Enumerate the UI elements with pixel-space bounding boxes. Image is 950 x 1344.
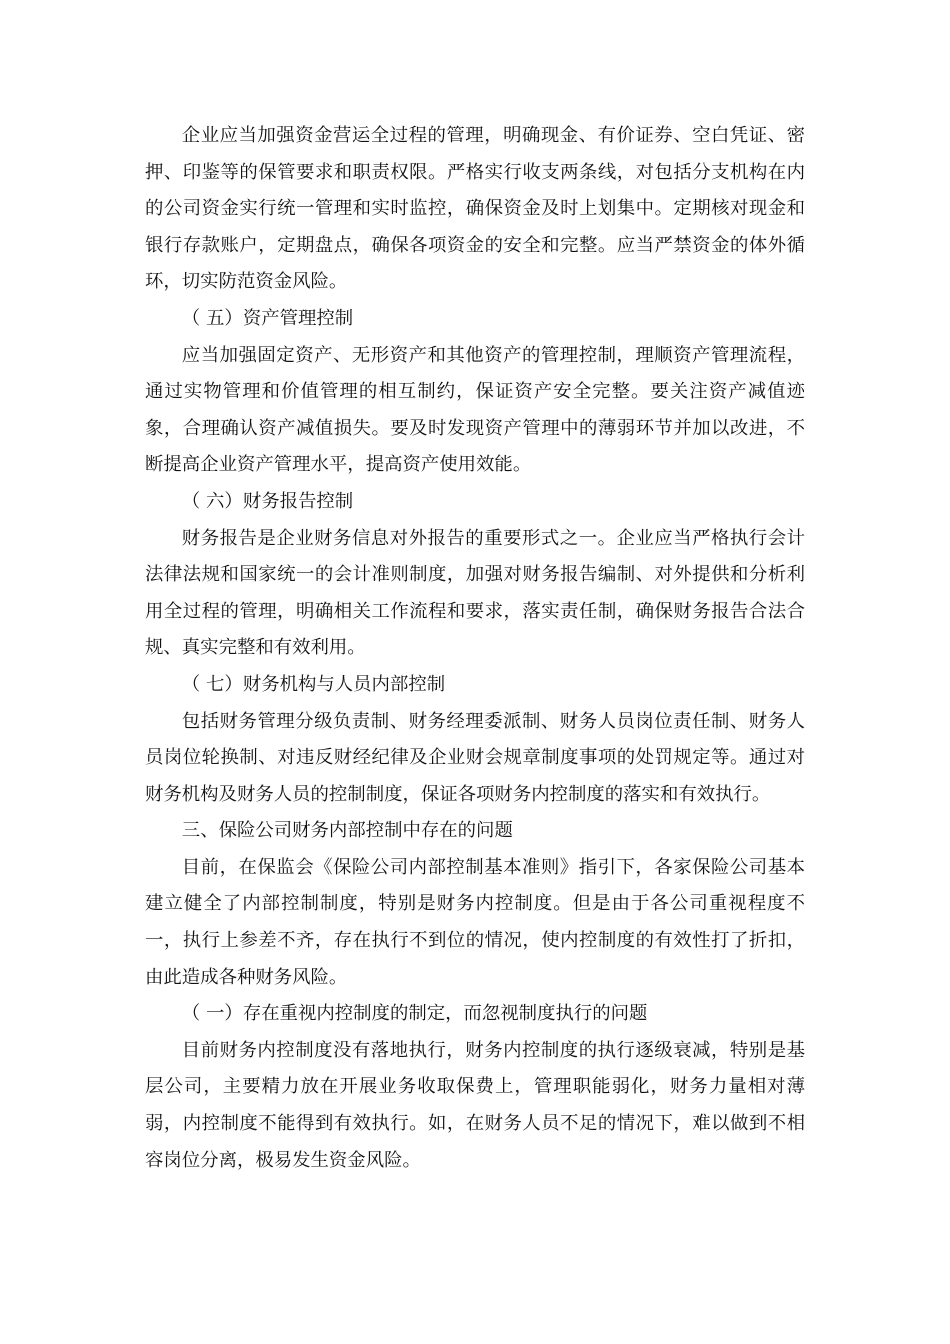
paragraph-finance-staff-control: 包括财务管理分级负责制、财务经理委派制、财务人员岗位责任制、财务人员岗位轮换制、对违反财经纪律及企业财会规章制度事项的处罚规定等。通过对财务机构及财务人员的控制制度，保证各项财务内控制度的落实和有效执行。 xyxy=(145,710,805,805)
document-body xyxy=(145,118,805,1179)
paragraph-problems-intro: 目前，在保监会《保险公司内部控制基本准则》指引下，各家保险公司基本建立健全了内部控制制度，特别是财务内控制度。但是由于各公司重视程度不一，执行上参差不齐，存在执行不到位的情况，使内控制度的有效性打了折扣，由此造成各种财务风险。 xyxy=(145,856,805,988)
section-heading-problems: 三、保险公司财务内部控制中存在的问题 xyxy=(181,820,513,842)
section-heading-asset-control: （ 五）资产管理控制 xyxy=(181,307,354,329)
paragraph-fund-operation: 企业应当加强资金营运全过程的管理，明确现金、有价证券、空白凭证、密押、印鉴等的保管要求和职责权限。严格实行收支两条线，对包括分支机构在内的公司资金实行统一管理和实时监控，确保资金及时上划集中。定期核对现金和银行存款账户，定期盘点，确保各项资金的安全和完整。应当严禁资金的体外循环，切实防范资金风险。 xyxy=(145,125,805,293)
paragraph-financial-report-control: 财务报告是企业财务信息对外报告的重要形式之一。企业应当严格执行会计法律法规和国家统一的会计准则制度，加强对财务报告编制、对外提供和分析利用全过程的管理，明确相关工作流程和要求，落实责任制，确保财务报告合法合规、真实完整和有效利用。 xyxy=(145,527,805,659)
paragraph-execution-problem: 目前财务内控制度没有落地执行，财务内控制度的执行逐级衰减，特别是基层公司，主要精力放在开展业务收取保费上，管理职能弱化，财务力量相对薄弱，内控制度不能得到有效执行。如，在财务人员不足的情况下，难以做到不相容岗位分离，极易发生资金风险。 xyxy=(145,1039,805,1171)
section-heading-finance-staff-control: （ 七）财务机构与人员内部控制 xyxy=(181,673,446,695)
paragraph-asset-control: 应当加强固定资产、无形资产和其他资产的管理控制，理顺资产管理流程，通过实物管理和价值管理的相互制约，保证资产安全完整。要关注资产减值迹象，合理确认资产减值损失。要及时发现资产管理中的薄弱环节并加以改进，不断提高企业资产管理水平，提高资产使用效能。 xyxy=(145,344,805,476)
section-heading-execution-problem: （ 一）存在重视内控制度的制定，而忽视制度执行的问题 xyxy=(181,1003,648,1025)
section-heading-financial-report-control: （ 六）财务报告控制 xyxy=(181,490,354,512)
